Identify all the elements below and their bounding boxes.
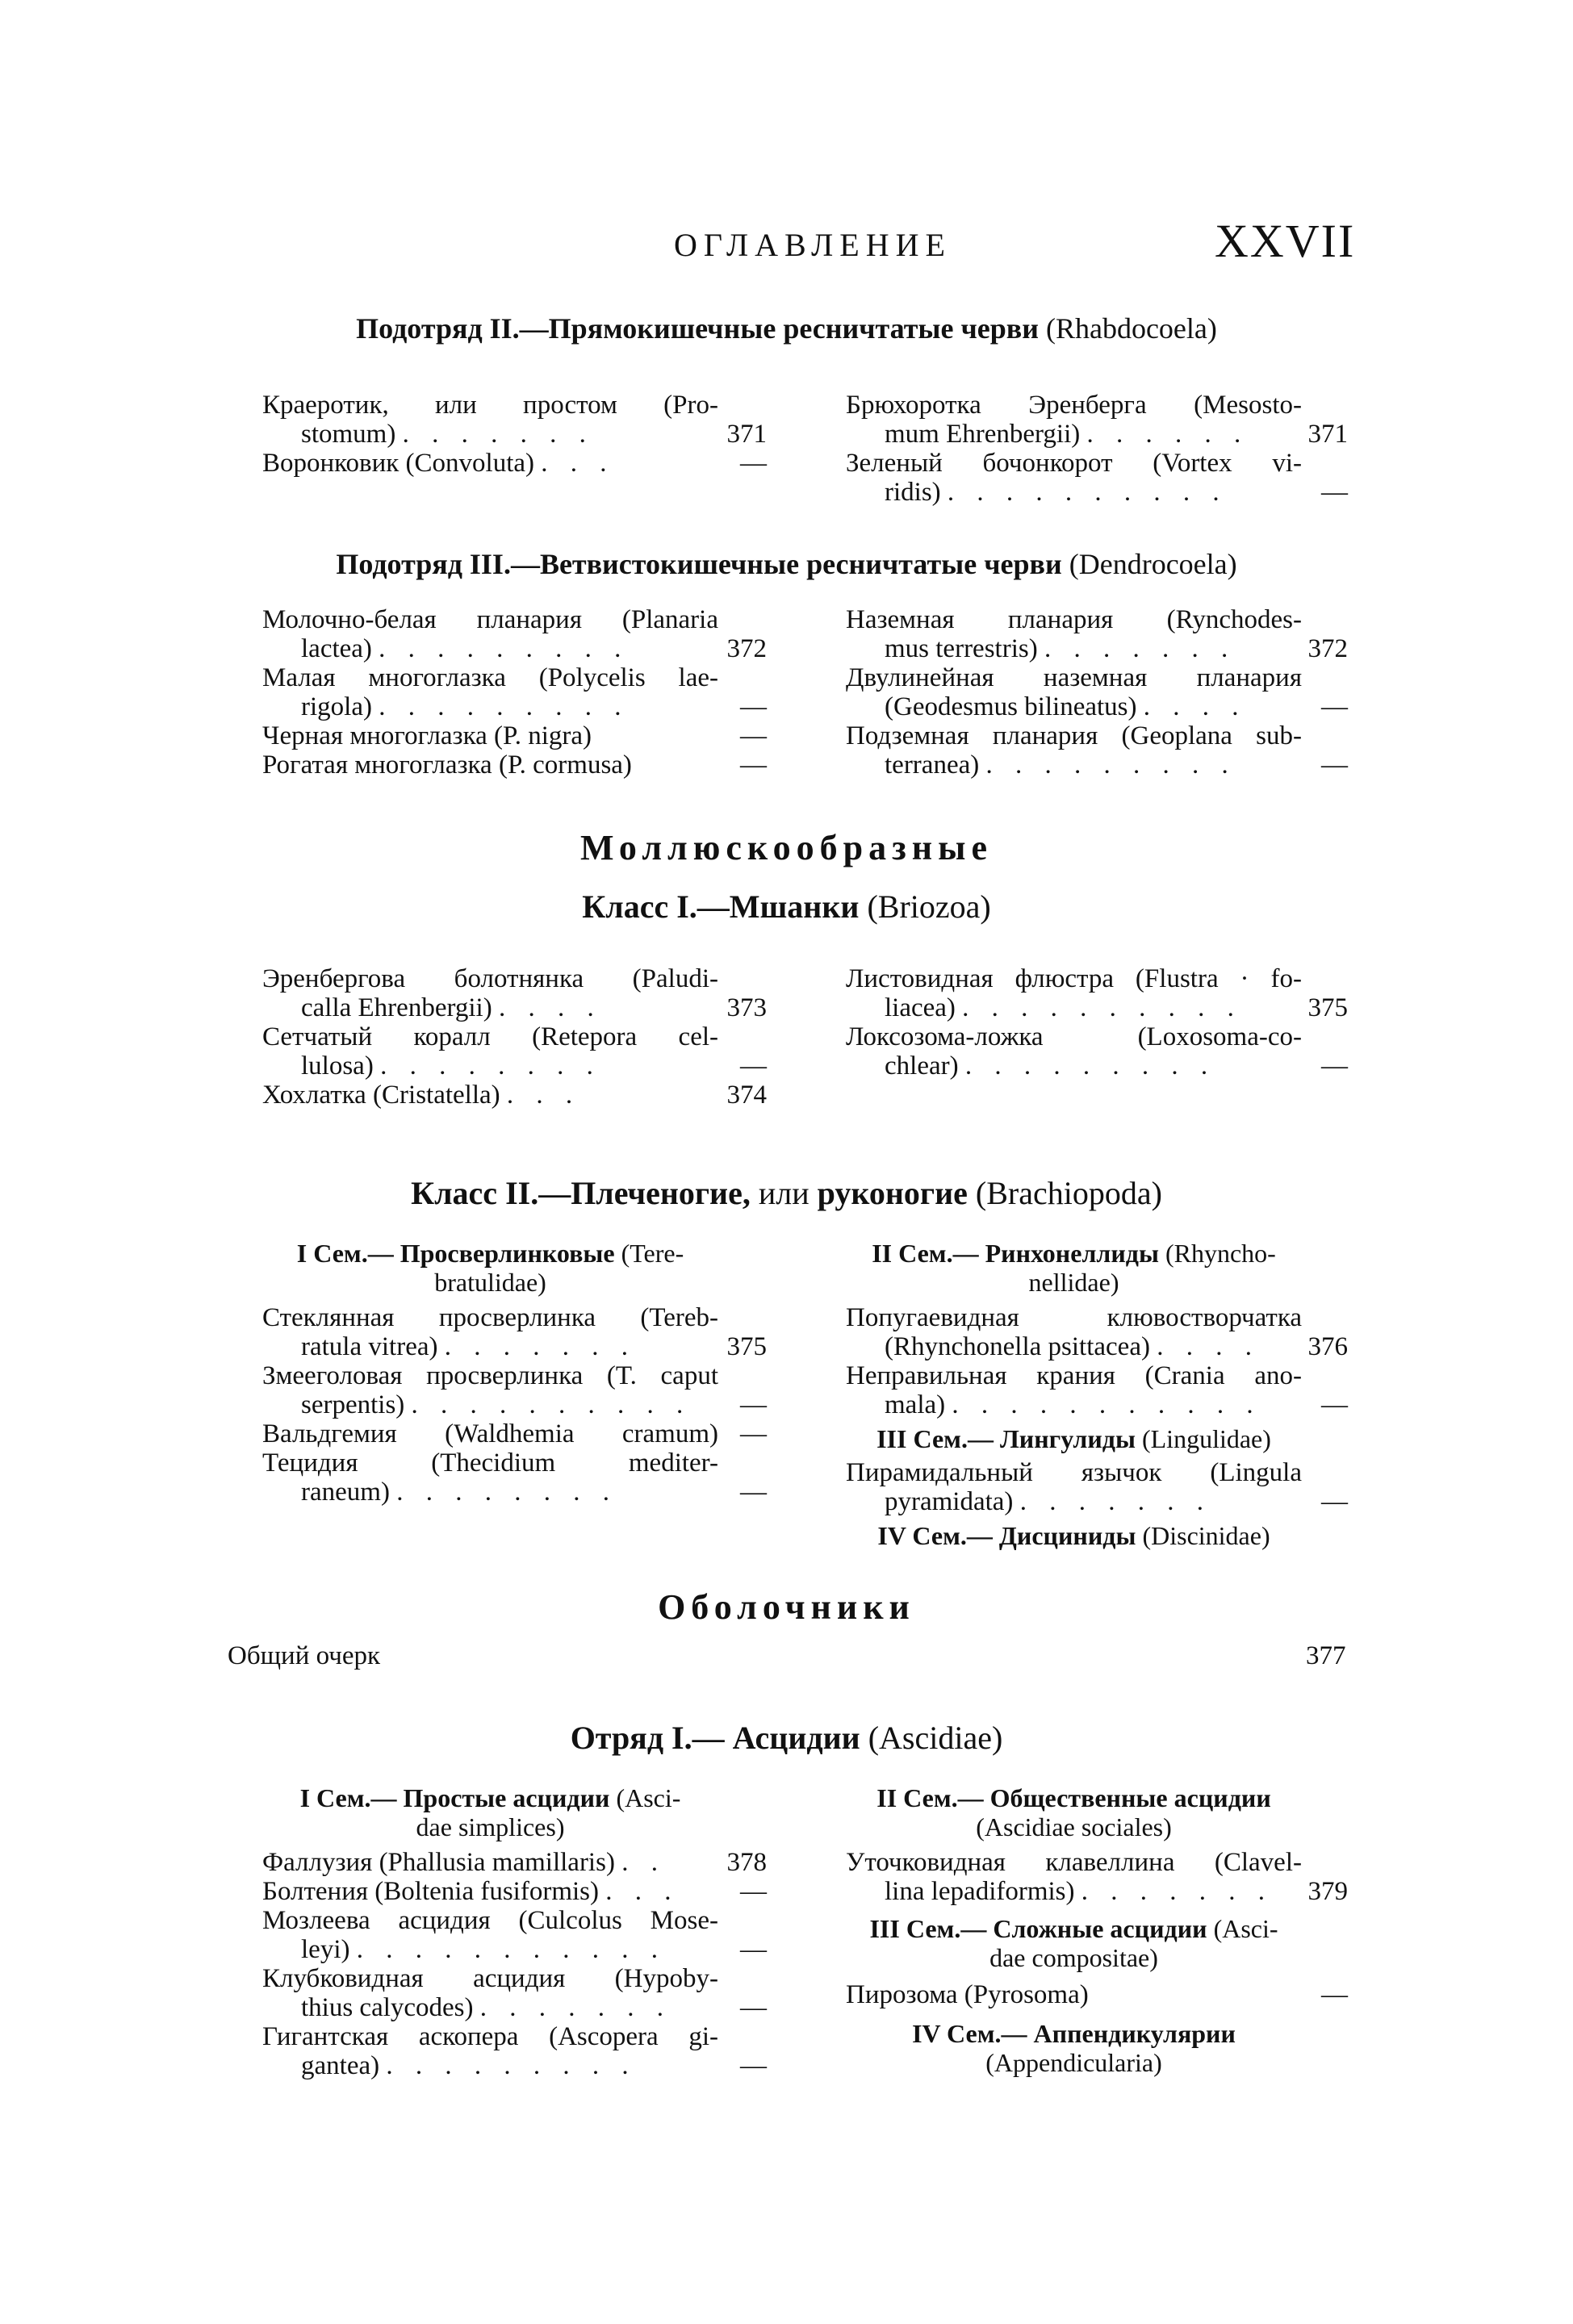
family-heading: I Сем.— Просверлинковые (Tere- bratulidae) bbox=[296, 1239, 684, 1297]
page-ref: — bbox=[740, 1877, 767, 1906]
page-ref: — bbox=[740, 1390, 767, 1419]
family-heading: III Сем.— Сложные асцидии (Asci- dae compositae) bbox=[869, 1914, 1278, 1972]
page-ref: — bbox=[1321, 1390, 1348, 1419]
page-ref: — bbox=[740, 1478, 767, 1507]
page-ref: 371 bbox=[1307, 420, 1348, 449]
toc-entry: Двулинейная наземная планария (Geodesmus bilineatus) . . . . — bbox=[846, 663, 1348, 721]
family-heading: IV Сем.— Дисциниды (Discinidae) bbox=[877, 1521, 1270, 1550]
toc-column-right bbox=[846, 1783, 1348, 2077]
toc-entry: Подземная планария (Geoplana sub- terranea) . . . . . . . . . — bbox=[846, 721, 1348, 780]
toc-entry: Краеротик, или простом (Pro- stomum) . . . . . . . 371 bbox=[262, 391, 767, 449]
toc-column-left bbox=[262, 1783, 767, 2080]
section-heading-bold: Подотряд III.—Ветвистокишечные ресничтатые черви bbox=[336, 548, 1062, 580]
toc-entry: Пирамидальный язычок (Lingula pyramidata) . . . . . . . — bbox=[846, 1458, 1348, 1516]
toc-entry: Пирозома (Pyrosoma) — bbox=[846, 1980, 1348, 2009]
page-ref: — bbox=[1321, 1051, 1348, 1080]
page-ref: 375 bbox=[726, 1332, 767, 1361]
toc-entry: Рогатая многоглазка (P. cormusa) — bbox=[262, 750, 767, 780]
section-heading-bold: Подотряд II.—Прямокишечные ресничтатые черви bbox=[356, 312, 1039, 345]
section-heading-latin: (Rhabdocoela) bbox=[1045, 312, 1217, 345]
section-heading-latin: (Dendrocoela) bbox=[1069, 548, 1237, 580]
toc-entry: Брюхоротка Эренберга (Mesosto- mum Ehrenbergii) . . . . . . 371 bbox=[846, 391, 1348, 449]
running-header: ОГЛАВЛЕНИЕ bbox=[674, 227, 952, 263]
toc-entry: Вальдгемия (Waldhemia cramum) — bbox=[262, 1419, 767, 1448]
toc-column-left bbox=[262, 1239, 767, 1507]
family-heading: IV Сем.— Аппендикулярии (Appendicularia) bbox=[912, 2019, 1236, 2077]
page-ref: — bbox=[740, 692, 767, 721]
page-ref: — bbox=[1321, 478, 1348, 507]
page-ref: — bbox=[740, 1051, 767, 1080]
page-ref: — bbox=[1321, 1980, 1348, 2009]
overview-page-ref: 377 bbox=[1306, 1641, 1346, 1670]
page-ref: 379 bbox=[1307, 1877, 1348, 1906]
toc-entry: Хохлатка (Cristatella) . . . 374 bbox=[262, 1080, 767, 1110]
toc-entry: Клубковидная асцидия (Hypoby- thius calycodes) . . . . . . . — bbox=[262, 1964, 767, 2022]
group-heading-molluscoidea: Моллюскообразные bbox=[579, 828, 994, 867]
toc-entry: Змееголовая просверлинка (T. caput serpentis) . . . . . . . . . . — bbox=[262, 1361, 767, 1419]
page-ref: — bbox=[740, 1935, 767, 1964]
page-ref: 376 bbox=[1307, 1332, 1348, 1361]
page-ref: — bbox=[1321, 692, 1348, 721]
toc-entry: Гигантская аскопера (Ascopera gi- gantea) . . . . . . . . . — bbox=[262, 2022, 767, 2080]
page-ref: — bbox=[740, 721, 767, 750]
section-heading-rhabdocoela bbox=[0, 311, 1573, 345]
toc-entry: Попугаевидная клювостворчатка (Rhynchonella psittacea) . . . . 376 bbox=[846, 1303, 1348, 1361]
toc-entry: Черная многоглазка (P. nigra) — bbox=[262, 721, 767, 750]
toc-entry: Наземная планария (Rynchodes- mus terrestris) . . . . . . . 372 bbox=[846, 605, 1348, 663]
page-ref: — bbox=[740, 1419, 767, 1448]
class-heading-bold: Класс II.—Плеченогие, bbox=[411, 1175, 751, 1211]
toc-entry: Тецидия (Thecidium mediter- raneum) . . . . . . . . — bbox=[262, 1448, 767, 1507]
family-heading: II Сем.— Ринхонеллиды (Rhyncho- nellidae) bbox=[872, 1239, 1276, 1297]
page-ref: 371 bbox=[726, 420, 767, 449]
toc-column-right bbox=[846, 1239, 1348, 1550]
order-heading-latin: (Ascidiae) bbox=[868, 1720, 1003, 1756]
toc-entry: Листовидная флюстра (Flustra · fo- liacea) . . . . . . . . . . 375 bbox=[846, 964, 1348, 1022]
page-ref: — bbox=[1321, 1487, 1348, 1516]
family-heading: III Сем.— Лингулиды (Lingulidae) bbox=[876, 1424, 1271, 1453]
toc-entry: Воронковик (Convoluta) . . . — bbox=[262, 449, 767, 478]
toc-entry: Болтения (Boltenia fusiformis) . . . — bbox=[262, 1877, 767, 1906]
page-ref: 372 bbox=[1307, 634, 1348, 663]
page-ref: — bbox=[740, 750, 767, 780]
page-ref: 378 bbox=[726, 1848, 767, 1877]
page-ref: — bbox=[740, 1993, 767, 2022]
page-ref: — bbox=[1321, 750, 1348, 780]
toc-entry: Малая многоглазка (Polycelis lae- rigola) . . . . . . . . . — bbox=[262, 663, 767, 721]
toc-entry: Зеленый бочонкорот (Vortex vi- ridis) . . . . . . . . . . — bbox=[846, 449, 1348, 507]
toc-entry: Локсозома-ложка (Loxosoma-co- chlear) . . . . . . . . . — bbox=[846, 1022, 1348, 1080]
page-ref: — bbox=[740, 2051, 767, 2080]
page-ref: — bbox=[740, 449, 767, 478]
toc-column-left bbox=[262, 605, 767, 780]
class-heading-latin: (Briozoa) bbox=[867, 888, 991, 925]
section-heading-dendrocoela bbox=[0, 547, 1573, 581]
toc-entry: Неправильная крания (Crania ano- mala) . . . . . . . . . . . — bbox=[846, 1361, 1348, 1419]
family-heading: I Сем.— Простые асцидии (Asci- dae simplices) bbox=[299, 1783, 681, 1841]
class-heading-briozoa bbox=[0, 888, 1573, 926]
toc-column-right bbox=[846, 391, 1348, 507]
page-ref: 374 bbox=[726, 1080, 767, 1110]
order-heading-bold: Отряд I.— Асцидии bbox=[570, 1720, 860, 1756]
toc-entry: Стеклянная просверлинка (Tereb- ratula vitrea) . . . . . . . 375 bbox=[262, 1303, 767, 1361]
page-number: XXVII bbox=[1215, 215, 1356, 267]
page-ref: 375 bbox=[1307, 993, 1348, 1022]
toc-column-right bbox=[846, 964, 1348, 1080]
toc-column-left bbox=[262, 964, 767, 1110]
order-heading-ascidiae bbox=[0, 1719, 1573, 1757]
class-heading-latin: (Brachiopoda) bbox=[975, 1175, 1162, 1211]
class-heading-bold: Класс I.—Мшанки bbox=[582, 888, 860, 925]
toc-column-right bbox=[846, 605, 1348, 780]
toc-entry: Фаллузия (Phallusia mamillaris) . . 378 bbox=[262, 1848, 767, 1877]
page-ref: 373 bbox=[726, 993, 767, 1022]
page-ref: 372 bbox=[726, 634, 767, 663]
group-heading-tunicata: Оболочники bbox=[658, 1587, 915, 1627]
toc-entry: Сетчатый коралл (Retepora cel- lulosa) . . . . . . . . — bbox=[262, 1022, 767, 1080]
class-heading-brachiopoda: Класс II.—Плеченогие, или руконогие (Brachiopoda) bbox=[411, 1175, 1162, 1211]
overview-label: Общий очерк bbox=[228, 1641, 381, 1670]
toc-column-left bbox=[262, 391, 767, 478]
toc-entry: Молочно-белая планария (Planaria lactea) . . . . . . . . . 372 bbox=[262, 605, 767, 663]
toc-entry: Эренбергова болотнянка (Paludi- calla Ehrenbergii) . . . . 373 bbox=[262, 964, 767, 1022]
toc-entry: Мозлеева асцидия (Culcolus Mose- leyi) . . . . . . . . . . . — bbox=[262, 1906, 767, 1964]
family-heading: II Сем.— Общественные асцидии (Ascidiae sociales) bbox=[876, 1783, 1271, 1841]
toc-entry: Уточковидная клавеллина (Clavel- lina lepadiformis) . . . . . . . 379 bbox=[846, 1848, 1348, 1906]
